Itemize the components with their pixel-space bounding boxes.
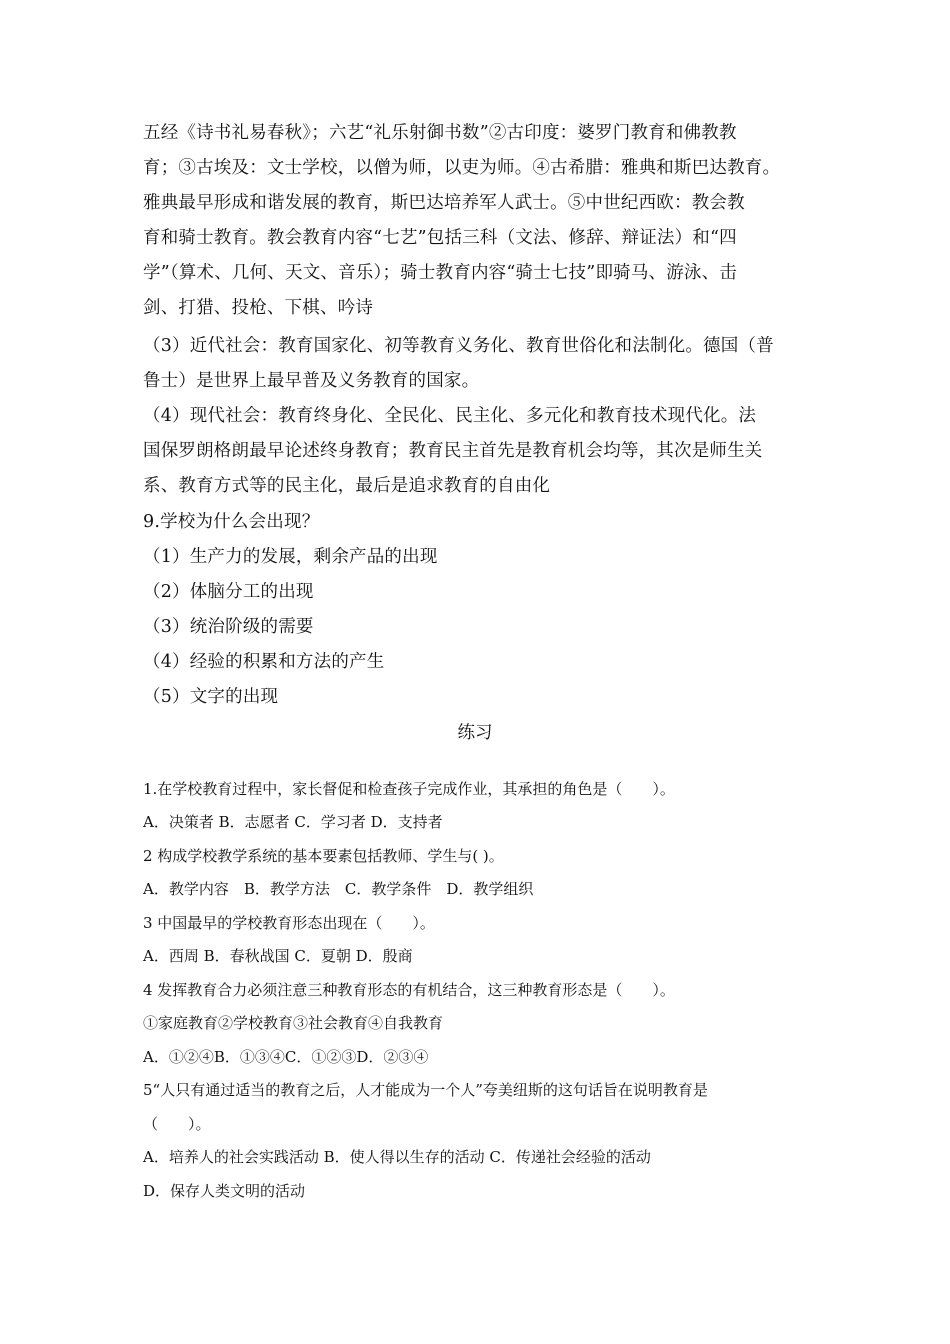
list-item: （5）文字的出现 <box>143 687 279 707</box>
exercise-line: 2 构成学校教学系统的基本要素包括教师、学生与( )。 <box>143 847 504 865</box>
exercise-line: 5“人只有通过适当的教育之后，人才能成为一个人”夸美纽斯的这句话旨在说明教育是 <box>143 1081 708 1099</box>
list-item: （2）体脑分工的出现 <box>143 582 314 602</box>
exercise-line: A．西周 B．春秋战国 C．夏朝 D．殷商 <box>143 947 413 965</box>
body-line: 国保罗朗格朗最早论述终身教育；教育民主首先是教育机会均等，其次是师生关 <box>143 441 763 461</box>
body-line: （4）现代社会：教育终身化、全民化、民主化、多元化和教育技术现代化。法 <box>143 406 757 426</box>
exercise-line: A．教学内容 B．教学方法 C．教学条件 D．教学组织 <box>143 880 534 898</box>
body-line: 鲁士）是世界上最早普及义务教育的国家。 <box>143 371 480 391</box>
question-heading: 9.学校为什么会出现？ <box>143 512 320 532</box>
list-item: （3）统治阶级的需要 <box>143 617 314 637</box>
list-item: （1）生产力的发展，剩余产品的出现 <box>143 547 438 567</box>
body-line: 雅典最早形成和谐发展的教育，斯巴达培养军人武士。⑤中世纪西欧：教会教 <box>143 193 745 213</box>
list-item: （4）经验的积累和方法的产生 <box>143 652 385 672</box>
exercise-line: 4 发挥教育合力必须注意三种教育形态的有机结合，这三种教育形态是（ ）。 <box>143 981 675 999</box>
body-line: 育和骑士教育。教会教育内容“七艺”包括三科（文法、修辞、辩证法）和“四 <box>143 228 737 248</box>
exercise-line: D．保存人类文明的活动 <box>143 1182 306 1200</box>
exercise-line: ①家庭教育②学校教育③社会教育④自我教育 <box>143 1014 444 1032</box>
body-line: 系、教育方式等的民主化，最后是追求教育的自由化 <box>143 476 551 496</box>
exercise-line: 3 中国最早的学校教育形态出现在（ ）。 <box>143 914 435 932</box>
body-line: 五经《诗书礼易春秋》；六艺“礼乐射御书数”②古印度：婆罗门教育和佛教教 <box>143 123 737 143</box>
section-title: 练习 <box>457 723 493 743</box>
exercise-line: A．①②④B．①③④C．①②③D．②③④ <box>143 1048 429 1066</box>
body-line: 学”（算术、几何、天文、音乐）；骑士教育内容“骑士七技”即骑马、游泳、击 <box>143 263 738 283</box>
exercise-line: 1.在学校教育过程中，家长督促和检查孩子完成作业，其承担的角色是（ ）。 <box>143 780 675 798</box>
body-line: 剑、打猎、投枪、下棋、吟诗 <box>143 298 374 318</box>
exercise-line: A．决策者 B．志愿者 C．学习者 D．支持者 <box>143 813 443 831</box>
exercise-line: （ ）。 <box>143 1115 211 1133</box>
body-line: 育；③古埃及：文士学校，以僧为师，以吏为师。④古希腊：雅典和斯巴达教育。 <box>143 158 781 178</box>
body-line: （3）近代社会：教育国家化、初等教育义务化、教育世俗化和法制化。德国（普 <box>143 336 774 356</box>
exercise-line: A．培养人的社会实践活动 B．使人得以生存的活动 C．传递社会经验的活动 <box>143 1148 651 1166</box>
